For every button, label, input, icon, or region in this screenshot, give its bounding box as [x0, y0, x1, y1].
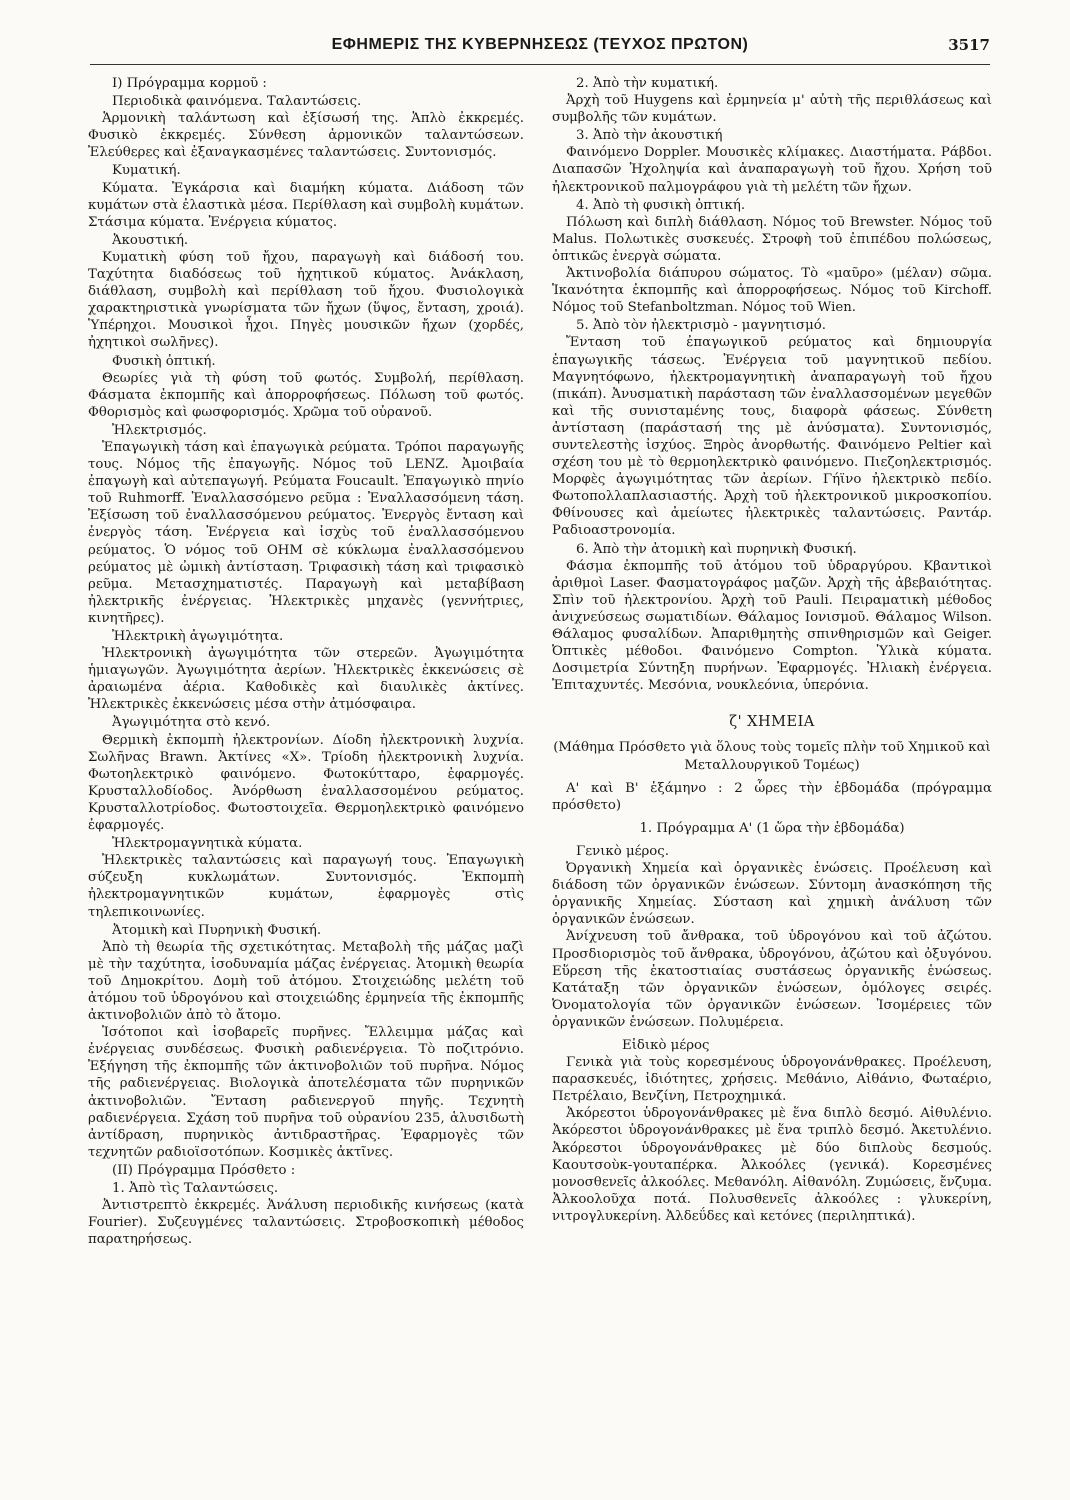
physics-continued	[552, 75, 992, 694]
section-heading: 2. Ἀπὸ τὴν κυματική.	[576, 76, 719, 91]
section-paragraph: Ἀπὸ τὴ θεωρία τῆς σχετικότητας. Μεταβολὴ τῆς μάζας μαζὶ μὲ τὴν ταχύτητα, ἰσοδυναμία μάζας ἐνέργειας. Ἀτομικὴ θεωρία τοῦ Δημοκρίτου. Δομὴ τοῦ ἀτόμου. Στοιχειώδης μελέτη τοῦ ἀτόμου τοῦ ὑδρογόνου καὶ στοιχειώδης ἑρμηνεία τῆς ἐκπομπῆς ἀκτινοβολιῶν ἀπὸ τὸ ἄτομο.	[88, 939, 524, 1024]
special-part-paragraph: Ἀκόρεστοι ὑδρογονάνθρακες μὲ ἕνα διπλὸ δεσμό. Αἰθυλένιο. Ἀκόρεστοι ὑδρογονάνθρακες μὲ ἕνα τριπλὸ δεσμό. Ἀκετυλένιο. Ἀκόρεστοι ὑδρογονάνθρακες μὲ δύο διπλοὺς δεσμούς. Καουτσοὺκ-γουταπέρκα. Ἀλκοόλες (γενικά). Κορεσμένες μονοσθενεῖς ἀλκοόλες. Μεθανόλη. Αἰθανόλη. Ζυμώσεις, ἔνζυμα. Ἀλκοολοῦχα ποτά. Πολυσθενεῖς ἀλκοόλες : γλυκερίνη, νιτρογλυκερίνη. Ἀλδεΰδες καὶ κετόνες (περιληπτικά).	[552, 1106, 992, 1224]
section-paragraph: Ἁρμονικὴ ταλάντωση καὶ ἐξίσωσή της. Ἁπλὸ ἐκκρεμές. Φυσικὸ ἐκκρεμές. Σύνθεση ἁρμονικῶν ταλαντώσεων. Ἐλεύθερες καὶ ἐξαναγκασμένες ταλαντώσεις. Συντονισμός.	[88, 111, 524, 161]
section-paragraph: Ἀντιστρεπτὸ ἐκκρεμές. Ἀνάλυση περιοδικῆς κινήσεως (κατὰ Fourier). Συζευγμένες ταλαντώσεις. Στροβοσκοπικὴ μέθοδος παρατηρήσεως.	[88, 1198, 524, 1248]
general-part-heading: Γενικὸ μέρος.	[576, 843, 669, 859]
section-paragraph: Φάσμα ἐκπομπῆς τοῦ ἀτόμου τοῦ ὑδραργύρου. Κβαντικοὶ ἀριθμοὶ Laser. Φασματογράφος μαζῶν. Ἀρχὴ τῆς ἀβεβαιότητας. Σπὶν τοῦ ἠλεκτρονίου. Ἀρχὴ τοῦ Pauli. Πειραματικὴ μέθοδος ἀνιχνεύσεως σωματιδίων. Θάλαμος Ιονισμοῦ. Θάλαμος Wilson. Θάλαμος φυσαλίδων. Ἀπαριθμητὴς σπινθηρισμῶν καὶ Geiger. Ὀπτικὲς μέθοδοι. Φαινόμενο Compton. Ὑλικὰ κύματα. Δοσιμετρία Σύντηξη πυρήνων. Ἐφαρμογές. Ἡλιακὴ ἐνέργεια. Ἐπιταχυντές. Μεσόνια, νουκλεόνια, ὑπερόνια.	[552, 558, 992, 694]
section-paragraph: Θερμικὴ ἐκπομπὴ ἠλεκτρονίων. Δίοδη ἠλεκτρονικὴ λυχνία. Σωλῆνας Brawn. Ἀκτίνες «Χ». Τρίοδη ἠλεκτρονικὴ λυχνία. Φωτοηλεκτρικὸ φαινόμενο. Φωτοκύτταρο, ἐφαρμογές. Κρυσταλλοδίοδος. Ἀνόρθωση ἐναλλασσομένου ρεύματος. Κρυσταλλοτρίοδος. Φωτοστοιχεῖα. Θερμοηλεκτρικὸ φαινόμενο ἐφαρμογές.	[88, 732, 524, 834]
section-heading: Ἀκουστική.	[112, 232, 189, 248]
section-paragraph: Πόλωση καὶ διπλὴ διάθλαση. Νόμος τοῦ Brewster. Νόμος τοῦ Malus. Πολωτικὲς συσκευές. Στροφὴ τοῦ ἐπιπέδου πολώσεως, ὀπτικῶς ἐνεργὰ σώματα.	[552, 214, 992, 264]
section-heading: 4. Ἀπὸ τὴ φυσικὴ ὀπτική.	[576, 197, 746, 213]
program-a-heading: 1. Πρόγραμμα Α' (1 ὥρα τὴν ἑβδομάδα)	[639, 820, 905, 836]
special-part-heading: Εἰδικὸ μέρος	[622, 1037, 710, 1053]
left-column	[88, 74, 524, 1248]
section-paragraph: Ἠλεκτρικὲς ταλαντώσεις καὶ παραγωγή τους. Ἐπαγωγικὴ σύζευξη κυκλωμάτων. Συντονισμός. Ἐκπομπὴ ἠλεκτρομαγνητικῶν κυμάτων, ἐφαρμογὲς στὶς τηλεπικοινωνίες.	[88, 853, 524, 920]
section-heading: Ἠλεκτρισμός.	[112, 422, 207, 438]
chemistry-subtitle: (Μάθημα Πρόσθετο γιὰ ὅλους τοὺς τομεῖς πλὴν τοῦ Χημικοῦ καὶ Μεταλλουργικοῦ Τομέως)	[553, 740, 991, 773]
gazette-title: ΕΦΗΜΕΡΙΣ ΤΗΣ ΚΥΒΕΡΝΗΣΕΩΣ (ΤΕΥΧΟΣ ΠΡΩΤΟΝ)	[331, 36, 749, 53]
section-heading: Περιοδικὰ φαινόμενα. Ταλαντώσεις.	[112, 94, 362, 110]
section-paragraph: Ἔνταση τοῦ ἐπαγωγικοῦ ρεύματος καὶ δημιουργία ἐπαγωγικῆς τάσεως. Ἐνέργεια τοῦ μαγνητικοῦ πεδίου. Μαγνητόφωνο, ἠλεκτρομαγνητικὴ ἀναπαραγωγὴ τοῦ ἤχου (πικάπ). Ἀνυσματικὴ παράσταση τῶν ἐναλλασσομένων μεγεθῶν καὶ τῆς συνισταμένης τους, διαφορὰ φάσεως. Σύνθετη ἀντίσταση (παράστασή της μὲ ἀνύσματα). Συντονισμός, συντελεστὴς ἰσχύος. Ξηρὸς ἀνορθωτής. Φαινόμενο Peltier καὶ σχέση του μὲ τὸ θερμοηλεκτρικὸ φαινόμενο. Πιεζοηλεκτρισμός. Μορφὲς ἀγωγιμότητας τῶν ἀερίων. Γήϊνο ἠλεκτρικὸ πεδίο. Φωτοπολλαπλασιαστής. Ἀρχὴ τοῦ ἠλεκτρονικοῦ μικροσκοπίου. Φθίνουσες καὶ ἀμείωτες ἠλεκτρικὲς ταλαντώσεις. Ραντάρ. Ραδιοαστρονομία.	[552, 335, 992, 539]
section-paragraph: Φαινόμενο Doppler. Μουσικὲς κλίμακες. Διαστήματα. Ράβδοι. Διαπασῶν Ἠχοληψία καὶ ἀναπαραγωγὴ τοῦ ἤχου. Χρήση τοῦ ἠλεκτρονικοῦ παλμογράφου γιὰ τὴ μελέτη τῶν ἤχων.	[552, 145, 992, 195]
section-heading: 3. Ἀπὸ τὴν ἀκουστική	[576, 128, 723, 144]
special-part-paragraph: Γενικὰ γιὰ τοὺς κορεσμένους ὑδρογονάνθρακες. Προέλευση, παρασκευές, ἰδιότητες, χρήσεις. Μεθάνιο, Αἰθάνιο, Φωταέριο, Πετρέλαιο, Βενζίνη, Πετροχημικά.	[552, 1055, 992, 1105]
section-heading: Ἠλεκτρικὴ ἀγωγιμότητα.	[112, 629, 284, 644]
section-paragraph: Ἰσότοποι καὶ ἰσοβαρεῖς πυρῆνες. Ἔλλειμμα μάζας καὶ ἐνέργειας συνδέσεως. Φυσικὴ ραδιενέργεια. Τὸ ποζιτρόνιο. Ἐξήγηση τῆς ἐκπομπῆς τῶν ἀκτινοβολιῶν τοῦ πυρῆνα. Νόμος τῆς ραδιενέργειας. Βιολογικὰ ἀποτελέσματα τῶν πυρηνικῶν ἀκτινοβολιῶν. Ἔνταση ραδιενεργοῦ πηγῆς. Τεχνητὴ ραδιενέργεια. Σχάση τοῦ πυρῆνα τοῦ οὐρανίου 235, ἁλυσιδωτὴ ἀντίδραση, πυρηνικὸς ἀντιδραστῆρας. Ἐφαρμογὲς τῶν τεχνητῶν ραδιοϊσοτόπων. Κοσμικὲς ἀκτῖνες.	[88, 1025, 524, 1160]
chemistry-title: ζ' ΧΗΜΕΙΑ	[729, 714, 815, 731]
section-heading: (II) Πρόγραμμα Πρόσθετο :	[112, 1162, 296, 1178]
section-paragraph: Θεωρίες γιὰ τὴ φύση τοῦ φωτός. Συμβολή, περίθλαση. Φάσματα ἐκπομπῆς καὶ ἀπορροφήσεως. Πόλωση τοῦ φωτός. Φθορισμὸς καὶ φωσφορισμός. Χρῶμα τοῦ οὐρανοῦ.	[88, 370, 524, 420]
chemistry-schedule: Α' καὶ Β' ἑξάμηνο : 2 ὧρες τὴν ἑβδομάδα (πρόγραμμα πρόσθετο)	[552, 780, 992, 813]
section-paragraph: Ἠλεκτρονικὴ ἀγωγιμότητα τῶν στερεῶν. Ἀγωγιμότητα ἡμιαγωγῶν. Ἀγωγιμότητα ἀερίων. Ἠλεκτρικὲς ἐκκενώσεις σὲ ἀραιωμένα ἀέρια. Καθοδικὲς καὶ διαυλικὲς ἀκτίνες. Ἠλεκτρικὲς ἐκκενώσεις μέσα στὴν ἀτμόσφαιρα.	[88, 646, 524, 713]
general-part-paragraph: Ὀργανικὴ Χημεία καὶ ὀργανικὲς ἑνώσεις. Προέλευση καὶ διάδοση τῶν ὀργανικῶν ἑνώσεων. Σύντομη ἀνασκόπηση τῆς ὀργανικῆς Χημείας. Σύσταση καὶ χημικὴ ἀνάλυση τῶν ὀργανικῶν ἑνώσεων.	[552, 861, 992, 928]
general-part-paragraph: Ἀνίχνευση τοῦ ἄνθρακα, τοῦ ὑδρογόνου καὶ τοῦ ἀζώτου. Προσδιορισμὸς τοῦ ἄνθρακα, ὑδρογόνου, ἀζώτου καὶ ὀξυγόνου. Εὕρεση τῆς ἑκατοστιαίας συστάσεως ὀργανικῆς ἑνώσεως. Κατάταξη τῶν ὀργανικῶν ἑνώσεων, ὁμόλογες σειρές. Ὀνοματολογία τῶν ὀργανικῶν ἑνώσεων. Ἰσομέρειες τῶν ὀργανικῶν ἑνώσεων. Πολυμέρεια.	[552, 929, 992, 1030]
header-rule	[90, 64, 990, 65]
section-heading: 6. Ἀπὸ τὴν ἀτομικὴ καὶ πυρηνικὴ Φυσική.	[576, 541, 857, 557]
right-column	[552, 74, 992, 1225]
section-heading: Ἀτομικὴ καὶ Πυρηνικὴ Φυσική.	[112, 922, 322, 938]
section-heading: I) Πρόγραμμα κορμοῦ :	[112, 76, 267, 91]
section-heading: 5. Ἀπὸ τὸν ἠλεκτρισμὸ - μαγνητισμό.	[576, 318, 826, 334]
section-paragraph: Ἐπαγωγικὴ τάση καὶ ἐπαγωγικὰ ρεύματα. Τρόποι παραγωγῆς τους. Νόμος τῆς ἐπαγωγῆς. Νόμος τοῦ LENZ. Ἀμοιβαία ἐπαγωγὴ καὶ αὐτεπαγωγή. Ρεύματα Foucault. Ἐπαγωγικὸ πηνίο τοῦ Ruhmorff. Ἐναλλασσόμενο ρεῦμα : Ἐναλλασσόμενη τάση. Ἐξίσωση τοῦ ἐναλλασσόμενου ρεύματος. Ἐνεργὸς ἔνταση καὶ ἐνεργὸς τάση. Ἐνέργεια καὶ ἰσχὺς τοῦ ἐναλλασσόμενου ρεύματος. Ὁ νόμος τοῦ ΟΗΜ σὲ κύκλωμα ἐναλλασσόμενου ρεύματος μὲ ὠμικὴ ἀντίσταση. Τριφασικὴ τάση καὶ τριφασικὸ ρεῦμα. Μετασχηματιστές. Παραγωγὴ καὶ μεταβίβαση ἠλεκτρικῆς ἐνέργειας. Ἠλεκτρικὲς μηχανὲς (γεννήτριες, κινητῆρες).	[88, 439, 524, 626]
section-heading: Ἠλεκτρομαγνητικὰ κύματα.	[112, 836, 303, 852]
page-header	[90, 36, 990, 64]
section-heading: 1. Ἀπὸ τὶς Ταλαντώσεις.	[112, 1181, 279, 1196]
page-number: 3517	[948, 36, 990, 54]
section-paragraph: Ἀρχὴ τοῦ Huygens καὶ ἑρμηνεία μ' αὐτὴ τῆς περιθλάσεως καὶ συμβολῆς τῶν κυμάτων.	[552, 93, 992, 126]
section-heading: Ἀγωγιμότητα στὸ κενό.	[112, 715, 271, 731]
section-heading: Κυματική.	[112, 163, 181, 179]
section-paragraph: Κυματικὴ φύση τοῦ ἤχου, παραγωγὴ καὶ διάδοσή του. Ταχύτητα διαδόσεως τοῦ ἠχητικοῦ κύματος. Ἀνάκλαση, διάθλαση, συμβολὴ καὶ περίθλαση τοῦ ἤχου. Φυσιολογικὰ χαρακτηριστικὰ γνωρίσματα τῶν ἤχων (ὕψος, ἔνταση, χροιά). Ὑπέρηχοι. Μουσικοὶ ἦχοι. Πηγὲς μουσικῶν ἤχων (χορδές, ἠχητικοὶ σωλῆνες).	[88, 249, 524, 351]
section-paragraph: Κύματα. Ἐγκάρσια καὶ διαμήκη κύματα. Διάδοση τῶν κυμάτων στὰ ἐλαστικὰ μέσα. Περίθλαση καὶ συμβολὴ κυμάτων. Στάσιμα κύματα. Ἐνέργεια κύματος.	[88, 180, 524, 230]
section-heading: Φυσικὴ ὀπτική.	[112, 353, 216, 369]
section-paragraph: Ἀκτινοβολία διάπυρου σώματος. Τὸ «μαῦρο» (μέλαν) σῶμα. Ἱκανότητα ἐκπομπῆς καὶ ἀπορροφήσεως. Νόμος τοῦ Kirchoff. Νόμος τοῦ Stefanboltzman. Νόμος τοῦ Wien.	[552, 266, 992, 316]
